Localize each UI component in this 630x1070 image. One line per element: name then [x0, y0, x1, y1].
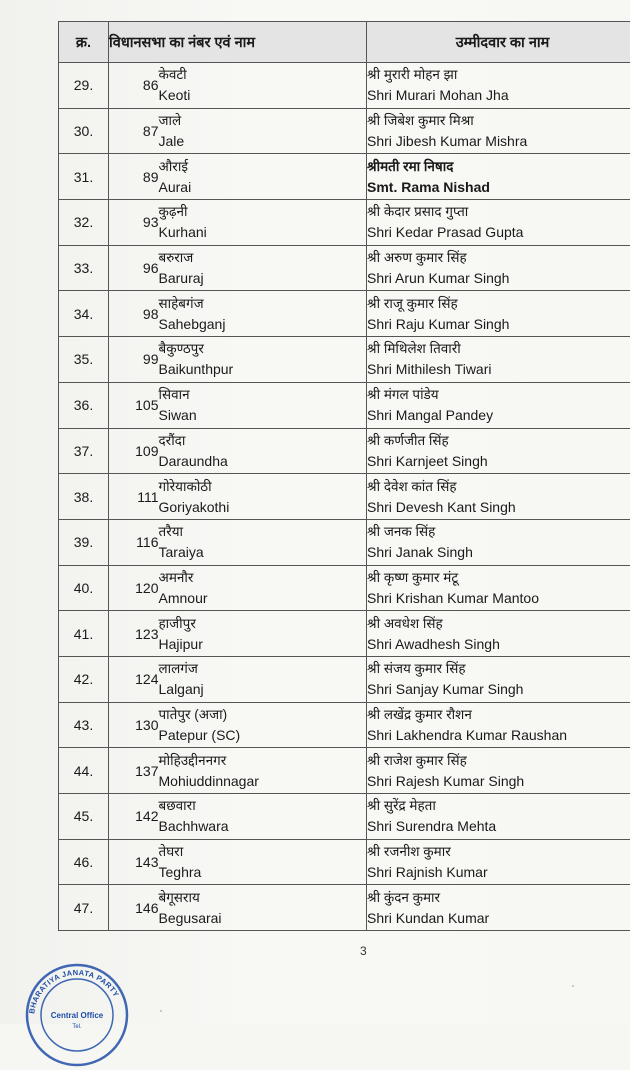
row-serial: 29. [59, 63, 109, 109]
row-serial: 45. [59, 794, 109, 840]
candidate-name-english: Shri Awadhesh Singh [367, 634, 630, 655]
constituency-name [159, 565, 367, 611]
candidate-name-hindi: श्री कृष्ण कुमार मंटू [367, 567, 630, 588]
constituency-name [159, 519, 367, 565]
candidate-name [367, 839, 630, 885]
constituency-name-english: Aurai [159, 177, 367, 198]
table-row [59, 428, 630, 474]
candidate-name-english: Shri Janak Singh [367, 542, 630, 563]
constituency-name-hindi: तरैया [159, 521, 367, 542]
table-row [59, 245, 630, 291]
constituency-name [159, 108, 367, 154]
candidate-name [367, 428, 630, 474]
constituency-name-english: Taraiya [159, 542, 367, 563]
candidate-name-hindi: श्रीमती रमा निषाद [367, 156, 630, 177]
paper-speck [572, 985, 574, 987]
constituency-name-hindi: बेगूसराय [159, 887, 367, 908]
candidate-name [367, 748, 630, 794]
constituency-name [159, 794, 367, 840]
candidate-name-english: Shri Rajnish Kumar [367, 862, 630, 883]
constituency-name [159, 748, 367, 794]
table-row [59, 565, 630, 611]
candidate-name-hindi: श्री मुरारी मोहन झा [367, 64, 630, 85]
candidate-name [367, 108, 630, 154]
constituency-name-hindi: हाजीपुर [159, 613, 367, 634]
candidate-name-hindi: श्री संजय कुमार सिंह [367, 658, 630, 679]
candidate-name [367, 565, 630, 611]
candidate-name-hindi: श्री राजेश कुमार सिंह [367, 750, 630, 771]
row-serial: 47. [59, 885, 109, 931]
candidate-name-english: Shri Kundan Kumar [367, 908, 630, 929]
candidate-name [367, 291, 630, 337]
constituency-name [159, 200, 367, 246]
constituency-number: 124 [109, 656, 159, 702]
row-serial: 40. [59, 565, 109, 611]
candidate-name [367, 656, 630, 702]
constituency-name-hindi: केवटी [159, 64, 367, 85]
row-serial: 42. [59, 656, 109, 702]
constituency-number: 123 [109, 611, 159, 657]
table-header-row [59, 22, 630, 63]
constituency-number: 130 [109, 702, 159, 748]
constituency-name-english: Baruraj [159, 268, 367, 289]
candidate-name-hindi: श्री देवेश कांत सिंह [367, 476, 630, 497]
constituency-name [159, 337, 367, 383]
constituency-name-english: Daraundha [159, 451, 367, 472]
candidate-name-english: Shri Devesh Kant Singh [367, 497, 630, 518]
row-serial: 34. [59, 291, 109, 337]
table-row [59, 382, 630, 428]
constituency-name-hindi: दरौंदा [159, 430, 367, 451]
constituency-number: 86 [109, 63, 159, 109]
candidate-name [367, 885, 630, 931]
candidate-name-english: Shri Rajesh Kumar Singh [367, 771, 630, 792]
constituency-name [159, 885, 367, 931]
candidate-name-english: Shri Krishan Kumar Mantoo [367, 588, 630, 609]
header-constituency: विधानसभा का नंबर एवं नाम [109, 22, 367, 63]
constituency-name [159, 656, 367, 702]
constituency-name-hindi: बैकुण्ठपुर [159, 338, 367, 359]
candidate-name [367, 474, 630, 520]
constituency-name [159, 245, 367, 291]
candidate-name-hindi: श्री जिबेश कुमार मिश्रा [367, 110, 630, 131]
constituency-name-english: Mohiuddinnagar [159, 771, 367, 792]
constituency-name-english: Patepur (SC) [159, 725, 367, 746]
constituency-name-english: Bachhwara [159, 816, 367, 837]
row-serial: 36. [59, 382, 109, 428]
constituency-name-hindi: बछवारा [159, 795, 367, 816]
candidate-name [367, 702, 630, 748]
constituency-number: 111 [109, 474, 159, 520]
constituency-number: 116 [109, 519, 159, 565]
table-row [59, 108, 630, 154]
header-candidate: उम्मीदवार का नाम [367, 22, 630, 63]
constituency-number: 109 [109, 428, 159, 474]
row-serial: 30. [59, 108, 109, 154]
table-row [59, 702, 630, 748]
header-serial: क्र. [59, 22, 109, 63]
constituency-name-hindi: औराई [159, 156, 367, 177]
row-serial: 41. [59, 611, 109, 657]
constituency-name [159, 428, 367, 474]
row-serial: 32. [59, 200, 109, 246]
page-number: 3 [360, 944, 367, 958]
constituency-name [159, 63, 367, 109]
paper-speck [160, 1010, 162, 1012]
constituency-name-hindi: सिवान [159, 384, 367, 405]
table-row [59, 748, 630, 794]
candidate-name-hindi: श्री मिथिलेश तिवारी [367, 338, 630, 359]
svg-text:Central Office: Central Office [51, 1011, 104, 1020]
table-row [59, 885, 630, 931]
row-serial: 38. [59, 474, 109, 520]
constituency-name-hindi: जाले [159, 110, 367, 131]
candidate-name-english: Shri Lakhendra Kumar Raushan [367, 725, 630, 746]
constituency-name [159, 611, 367, 657]
constituency-name-english: Lalganj [159, 679, 367, 700]
constituency-name-english: Hajipur [159, 634, 367, 655]
table-row [59, 794, 630, 840]
table-row [59, 154, 630, 200]
row-serial: 43. [59, 702, 109, 748]
constituency-name [159, 154, 367, 200]
table-row [59, 519, 630, 565]
constituency-name-english: Keoti [159, 85, 367, 106]
table-row [59, 611, 630, 657]
candidate-name-hindi: श्री जनक सिंह [367, 521, 630, 542]
constituency-name-english: Jale [159, 131, 367, 152]
constituency-number: 98 [109, 291, 159, 337]
candidate-name-english: Shri Mithilesh Tiwari [367, 359, 630, 380]
constituency-name-hindi: मोहिउद्दीननगर [159, 750, 367, 771]
svg-text:BHARATIYA JANATA PARTY: BHARATIYA JANATA PARTY [27, 968, 121, 1014]
table-row [59, 291, 630, 337]
candidate-name [367, 611, 630, 657]
constituency-name [159, 839, 367, 885]
candidate-name [367, 63, 630, 109]
candidate-name-hindi: श्री अवधेश सिंह [367, 613, 630, 634]
constituency-name [159, 474, 367, 520]
row-serial: 35. [59, 337, 109, 383]
constituency-name-english: Goriyakothi [159, 497, 367, 518]
constituency-number: 99 [109, 337, 159, 383]
candidate-name [367, 200, 630, 246]
candidate-name-hindi: श्री केदार प्रसाद गुप्ता [367, 201, 630, 222]
candidate-name-hindi: श्री अरुण कुमार सिंह [367, 247, 630, 268]
row-serial: 33. [59, 245, 109, 291]
candidate-name-english: Shri Mangal Pandey [367, 405, 630, 426]
row-serial: 37. [59, 428, 109, 474]
constituency-number: 105 [109, 382, 159, 428]
constituency-name-hindi: अमनौर [159, 567, 367, 588]
constituency-name-hindi: कुढ़नी [159, 201, 367, 222]
table-row [59, 200, 630, 246]
constituency-number: 143 [109, 839, 159, 885]
constituency-number: 89 [109, 154, 159, 200]
candidate-name-english: Shri Murari Mohan Jha [367, 85, 630, 106]
candidate-name-english: Smt. Rama Nishad [367, 177, 630, 198]
constituency-number: 142 [109, 794, 159, 840]
candidate-name-hindi: श्री राजू कुमार सिंह [367, 293, 630, 314]
candidate-name-english: Shri Raju Kumar Singh [367, 314, 630, 335]
candidate-name-hindi: श्री सुरेंद्र मेहता [367, 795, 630, 816]
constituency-number: 87 [109, 108, 159, 154]
row-serial: 44. [59, 748, 109, 794]
svg-text:Tel.: Tel. [72, 1024, 82, 1030]
candidate-name [367, 382, 630, 428]
constituency-name-hindi: गोरेयाकोठी [159, 476, 367, 497]
constituency-number: 146 [109, 885, 159, 931]
constituency-name-hindi: लालगंज [159, 658, 367, 679]
constituency-name [159, 702, 367, 748]
row-serial: 46. [59, 839, 109, 885]
constituency-name-hindi: साहेबगंज [159, 293, 367, 314]
constituency-name [159, 291, 367, 337]
constituency-name-english: Kurhani [159, 222, 367, 243]
constituency-name-english: Begusarai [159, 908, 367, 929]
table-row [59, 656, 630, 702]
candidate-name-english: Shri Sanjay Kumar Singh [367, 679, 630, 700]
table-row [59, 63, 630, 109]
candidate-name [367, 337, 630, 383]
candidate-name [367, 519, 630, 565]
constituency-name-english: Teghra [159, 862, 367, 883]
table-row [59, 337, 630, 383]
candidate-name-hindi: श्री रजनीश कुमार [367, 841, 630, 862]
constituency-name-hindi: तेघरा [159, 841, 367, 862]
constituency-name-hindi: बरुराज [159, 247, 367, 268]
candidate-name-english: Shri Jibesh Kumar Mishra [367, 131, 630, 152]
candidate-name-hindi: श्री कर्णजीत सिंह [367, 430, 630, 451]
candidate-name-english: Shri Surendra Mehta [367, 816, 630, 837]
constituency-number: 93 [109, 200, 159, 246]
constituency-number: 120 [109, 565, 159, 611]
candidate-name-hindi: श्री कुंदन कुमार [367, 887, 630, 908]
candidate-name [367, 794, 630, 840]
candidate-name [367, 245, 630, 291]
constituency-name-english: Sahebganj [159, 314, 367, 335]
candidate-name-hindi: श्री मंगल पांडेय [367, 384, 630, 405]
constituency-name-hindi: पातेपुर (अजा) [159, 704, 367, 725]
candidate-name-english: Shri Arun Kumar Singh [367, 268, 630, 289]
constituency-number: 137 [109, 748, 159, 794]
constituency-number: 96 [109, 245, 159, 291]
constituency-name-english: Baikunthpur [159, 359, 367, 380]
candidate-name-hindi: श्री लखेंद्र कुमार रौशन [367, 704, 630, 725]
constituency-name-english: Amnour [159, 588, 367, 609]
candidate-table [58, 21, 630, 931]
constituency-name-english: Siwan [159, 405, 367, 426]
party-seal-stamp [22, 960, 132, 1070]
row-serial: 31. [59, 154, 109, 200]
table-row [59, 474, 630, 520]
constituency-name [159, 382, 367, 428]
candidate-name-english: Shri Karnjeet Singh [367, 451, 630, 472]
row-serial: 39. [59, 519, 109, 565]
candidate-name [367, 154, 630, 200]
candidate-name-english: Shri Kedar Prasad Gupta [367, 222, 630, 243]
table-row [59, 839, 630, 885]
